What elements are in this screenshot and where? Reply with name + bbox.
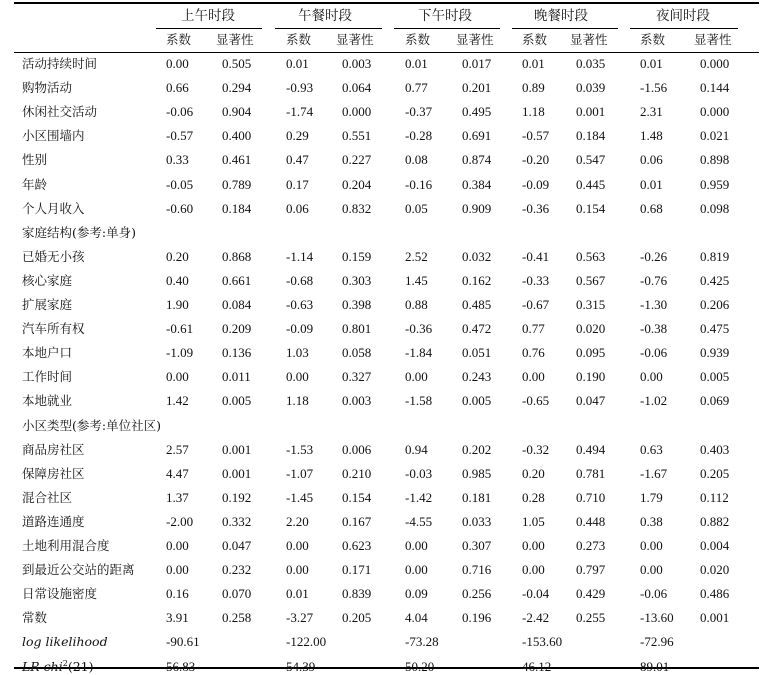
sig-cell: 0.232: [222, 562, 252, 578]
row-label: 商品房社区: [22, 441, 85, 457]
coef-cell: -0.76: [640, 272, 668, 288]
sig-cell: 0.661: [222, 272, 252, 288]
sig-cell: 0.801: [342, 321, 372, 337]
sig-cell: 0.047: [576, 393, 606, 409]
coef-cell: 0.17: [286, 176, 309, 192]
coef-cell: -0.03: [405, 465, 433, 481]
row-label: 年龄: [22, 176, 48, 192]
coef-header: 系数: [286, 32, 312, 47]
coef-cell: 4.04: [405, 610, 428, 626]
sig-header: 显著性: [216, 32, 254, 47]
coef-cell: 0.63: [640, 441, 663, 457]
sig-cell: 0.789: [222, 176, 252, 192]
coef-cell: -2.42: [522, 610, 550, 626]
sig-cell: 0.400: [222, 128, 252, 144]
sig-cell: 0.070: [222, 586, 252, 602]
coef-cell: 0.68: [640, 200, 663, 216]
sig-cell: 0.011: [222, 369, 251, 385]
coef-cell: -0.60: [166, 200, 194, 216]
coef-cell: 0.00: [640, 369, 663, 385]
row-label: 保障房社区: [22, 465, 85, 481]
sig-cell: 0.004: [700, 538, 730, 553]
coef-cell: 0.33: [166, 152, 189, 168]
coef-cell: -73.28: [405, 634, 439, 650]
coef-header: 系数: [522, 32, 548, 47]
coef-cell: 46.12: [522, 658, 552, 674]
coef-cell: -0.41: [522, 248, 550, 264]
coef-cell: 0.77: [522, 321, 545, 337]
coef-cell: -0.61: [166, 321, 194, 337]
sig-cell: 0.035: [576, 56, 606, 71]
sig-cell: 0.154: [342, 489, 372, 505]
coef-cell: 1.18: [522, 104, 545, 120]
row-label: 日常设施密度: [22, 586, 98, 602]
coef-cell: 0.77: [405, 80, 428, 96]
coef-cell: -0.06: [640, 586, 668, 602]
sig-cell: 0.939: [700, 345, 730, 361]
sig-cell: 0.547: [576, 152, 606, 168]
header-rule: [14, 52, 759, 53]
row-label: 汽车所有权: [22, 321, 85, 337]
sig-cell: 0.205: [700, 465, 730, 481]
sig-cell: 0.691: [462, 128, 492, 144]
coef-cell: 1.37: [166, 489, 189, 505]
period-underline: [156, 28, 262, 29]
sig-cell: 0.202: [462, 441, 492, 457]
coef-cell: 0.08: [405, 152, 428, 168]
sig-cell: 0.000: [700, 56, 730, 71]
sig-cell: 0.563: [576, 248, 606, 264]
coef-cell: -90.61: [166, 634, 200, 650]
period-header: 午餐时段: [298, 8, 352, 24]
coef-cell: 0.00: [286, 538, 309, 553]
row-label-tail: (21): [67, 658, 94, 674]
sig-cell: 0.307: [462, 538, 492, 553]
coef-cell: 1.48: [640, 128, 663, 144]
coef-cell: 1.42: [166, 393, 189, 409]
coef-cell: -0.09: [522, 176, 550, 192]
coef-cell: 0.00: [166, 538, 189, 553]
row-label: 核心家庭: [22, 272, 73, 288]
coef-cell: 0.00: [286, 562, 309, 578]
coef-cell: -0.37: [405, 104, 433, 120]
sig-cell: 0.159: [342, 248, 372, 264]
sig-cell: 0.243: [462, 369, 492, 385]
coef-cell: 0.00: [405, 538, 428, 553]
coef-cell: -122.00: [286, 634, 327, 650]
coef-cell: 0.01: [640, 176, 663, 192]
sig-cell: 0.069: [700, 393, 730, 409]
sig-cell: 0.797: [576, 562, 606, 578]
coef-cell: 56.83: [166, 658, 196, 674]
coef-cell: -1.42: [405, 489, 433, 505]
sig-cell: 0.084: [222, 297, 252, 312]
sig-cell: 0.190: [576, 369, 606, 385]
coef-cell: 2.20: [286, 513, 309, 529]
row-label: 小区类型(参考:单位社区): [22, 417, 161, 433]
sig-cell: 0.710: [576, 489, 606, 505]
sig-cell: 0.005: [462, 393, 492, 409]
coef-cell: -1.09: [166, 345, 194, 361]
coef-cell: -0.06: [640, 345, 668, 361]
coef-cell: -0.67: [522, 297, 550, 312]
row-label: 到最近公交站的距离: [22, 562, 135, 578]
coef-cell: 0.00: [286, 369, 309, 385]
coef-cell: -72.96: [640, 634, 674, 650]
coef-cell: 2.57: [166, 441, 189, 457]
coef-cell: -0.16: [405, 176, 433, 192]
sig-cell: 0.475: [700, 321, 730, 337]
row-label: 本地户口: [22, 345, 73, 361]
sig-cell: 0.494: [576, 441, 606, 457]
sig-cell: 0.204: [342, 176, 372, 192]
sig-cell: 0.303: [342, 272, 372, 288]
coef-cell: 0.05: [405, 200, 428, 216]
coef-cell: -0.33: [522, 272, 550, 288]
coef-cell: 0.29: [286, 128, 309, 144]
coef-cell: 0.16: [166, 586, 189, 602]
coef-cell: -0.57: [166, 128, 194, 144]
sig-cell: 0.167: [342, 513, 372, 529]
coef-cell: 0.09: [405, 586, 428, 602]
sig-cell: 0.332: [222, 513, 252, 529]
coef-header: 系数: [405, 32, 431, 47]
sig-cell: 0.472: [462, 321, 492, 337]
sig-cell: 0.623: [342, 538, 372, 553]
coef-cell: -3.27: [286, 610, 314, 626]
coef-cell: -1.02: [640, 393, 668, 409]
coef-cell: -0.26: [640, 248, 668, 264]
coef-cell: 0.01: [405, 56, 428, 71]
row-label: 道路连通度: [22, 513, 85, 529]
coef-cell: -0.93: [286, 80, 314, 96]
sig-cell: 0.781: [576, 465, 606, 481]
coef-cell: 4.47: [166, 465, 189, 481]
sig-cell: 0.315: [576, 297, 606, 312]
coef-cell: -0.09: [286, 321, 314, 337]
sig-cell: 0.017: [462, 56, 492, 71]
sig-cell: 0.003: [342, 56, 372, 71]
sig-cell: 0.398: [342, 297, 372, 312]
sig-cell: 0.273: [576, 538, 606, 553]
coef-cell: 0.00: [522, 369, 545, 385]
coef-cell: 0.00: [640, 538, 663, 553]
sig-header: 显著性: [570, 32, 608, 47]
coef-cell: 0.20: [522, 465, 545, 481]
top-rule: [14, 2, 759, 4]
coef-cell: -2.00: [166, 513, 194, 529]
coef-header: 系数: [166, 32, 192, 47]
sig-cell: 0.005: [700, 369, 730, 385]
row-label: 本地就业: [22, 393, 73, 409]
sig-cell: 0.184: [576, 128, 606, 144]
coef-cell: -1.53: [286, 441, 314, 457]
coef-cell: -13.60: [640, 610, 674, 626]
coef-cell: 0.01: [286, 56, 309, 71]
coef-cell: 0.00: [640, 562, 663, 578]
row-label: 工作时间: [22, 369, 73, 385]
sig-cell: 0.032: [462, 248, 492, 264]
coef-cell: 0.00: [522, 562, 545, 578]
coef-cell: 0.40: [166, 272, 189, 288]
coef-cell: 50.20: [405, 658, 435, 674]
row-label-base: LR chi: [22, 658, 63, 674]
sig-cell: 0.327: [342, 369, 372, 385]
coef-cell: 0.01: [640, 56, 663, 71]
sig-cell: 0.047: [222, 538, 252, 553]
coef-cell: -0.38: [640, 321, 668, 337]
coef-cell: 0.00: [166, 369, 189, 385]
coef-cell: -153.60: [522, 634, 563, 650]
sig-cell: 0.095: [576, 345, 606, 361]
row-label: 购物活动: [22, 80, 73, 96]
sig-cell: 0.033: [462, 513, 492, 529]
coef-cell: -0.32: [522, 441, 550, 457]
sig-cell: 0.448: [576, 513, 606, 529]
row-label: 土地利用混合度: [22, 538, 110, 553]
coef-cell: -0.63: [286, 297, 314, 312]
coef-header: 系数: [640, 32, 666, 47]
coef-cell: 1.90: [166, 297, 189, 312]
sig-cell: 0.001: [576, 104, 606, 120]
coef-cell: 1.18: [286, 393, 309, 409]
sig-cell: 0.959: [700, 176, 730, 192]
coef-cell: 1.03: [286, 345, 309, 361]
row-label: 家庭结构(参考:单身): [22, 224, 136, 240]
sig-cell: 0.294: [222, 80, 252, 96]
row-label-sup: 2: [62, 658, 68, 668]
sig-cell: 0.000: [700, 104, 730, 120]
sig-cell: 0.403: [700, 441, 730, 457]
sig-cell: 0.196: [462, 610, 492, 626]
sig-cell: 0.098: [700, 200, 730, 216]
coef-cell: 2.31: [640, 104, 663, 120]
sig-cell: 0.184: [222, 200, 252, 216]
coef-cell: -0.06: [166, 104, 194, 120]
sig-cell: 0.227: [342, 152, 372, 168]
coef-cell: 89.01: [640, 658, 670, 674]
coef-cell: 0.00: [405, 562, 428, 578]
sig-cell: 0.716: [462, 562, 492, 578]
sig-cell: 0.445: [576, 176, 606, 192]
sig-header: 显著性: [694, 32, 732, 47]
coef-cell: -1.30: [640, 297, 668, 312]
coef-cell: -1.45: [286, 489, 314, 505]
coef-cell: 0.47: [286, 152, 309, 168]
coef-cell: 1.05: [522, 513, 545, 529]
sig-cell: 0.112: [700, 489, 729, 505]
coef-cell: 1.45: [405, 272, 428, 288]
sig-cell: 0.039: [576, 80, 606, 96]
row-label: 活动持续时间: [22, 56, 98, 71]
row-label: 性别: [22, 152, 48, 168]
sig-cell: 0.256: [462, 586, 492, 602]
coef-cell: -1.58: [405, 393, 433, 409]
period-underline: [275, 28, 382, 29]
sig-cell: 0.000: [342, 104, 372, 120]
sig-cell: 0.001: [222, 441, 252, 457]
sig-cell: 0.904: [222, 104, 252, 120]
sig-cell: 0.461: [222, 152, 252, 168]
sig-cell: 0.001: [222, 465, 252, 481]
sig-cell: 0.258: [222, 610, 252, 626]
sig-cell: 0.495: [462, 104, 492, 120]
coef-cell: 0.00: [522, 538, 545, 553]
coef-cell: 0.01: [522, 56, 545, 71]
coef-cell: -0.04: [522, 586, 550, 602]
sig-cell: 0.020: [700, 562, 730, 578]
coef-cell: 0.28: [522, 489, 545, 505]
sig-cell: 0.909: [462, 200, 492, 216]
coef-cell: 0.00: [166, 56, 189, 71]
coef-cell: -0.68: [286, 272, 314, 288]
sig-cell: 0.839: [342, 586, 372, 602]
period-header: 下午时段: [418, 8, 472, 24]
coef-cell: -0.36: [522, 200, 550, 216]
sig-cell: 0.209: [222, 321, 252, 337]
coef-cell: -0.65: [522, 393, 550, 409]
coef-cell: -1.56: [640, 80, 668, 96]
period-underline: [630, 28, 738, 29]
sig-cell: 0.005: [222, 393, 252, 409]
coef-cell: 0.38: [640, 513, 663, 529]
sig-cell: 0.832: [342, 200, 372, 216]
sig-cell: 0.898: [700, 152, 730, 168]
sig-cell: 0.162: [462, 272, 492, 288]
sig-cell: 0.425: [700, 272, 730, 288]
coef-cell: -1.84: [405, 345, 433, 361]
sig-cell: 0.882: [700, 513, 730, 529]
sig-cell: 0.874: [462, 152, 492, 168]
sig-cell: 0.171: [342, 562, 372, 578]
sig-cell: 0.021: [700, 128, 730, 144]
sig-cell: 0.255: [576, 610, 606, 626]
coef-cell: 0.00: [166, 562, 189, 578]
sig-cell: 0.192: [222, 489, 252, 505]
coef-cell: -0.28: [405, 128, 433, 144]
sig-cell: 0.205: [342, 610, 372, 626]
sig-header: 显著性: [456, 32, 494, 47]
sig-cell: 0.064: [342, 80, 372, 96]
coef-cell: 0.01: [286, 586, 309, 602]
sig-cell: 0.020: [576, 321, 606, 337]
sig-cell: 0.384: [462, 176, 492, 192]
sig-cell: 0.201: [462, 80, 492, 96]
sig-cell: 0.567: [576, 272, 606, 288]
sig-cell: 0.154: [576, 200, 606, 216]
sig-cell: 0.485: [462, 297, 492, 312]
coef-cell: 1.79: [640, 489, 663, 505]
period-header: 晚餐时段: [534, 8, 588, 24]
row-label: 小区围墙内: [22, 128, 85, 144]
coef-cell: -1.67: [640, 465, 668, 481]
coef-cell: -0.20: [522, 152, 550, 168]
coef-cell: 0.20: [166, 248, 189, 264]
sig-cell: 0.985: [462, 465, 492, 481]
sig-cell: 0.001: [700, 610, 730, 626]
row-label: 休闲社交活动: [22, 104, 98, 120]
row-label: 扩展家庭: [22, 297, 73, 312]
coef-cell: 54.39: [286, 658, 316, 674]
row-label: 个人月收入: [22, 200, 85, 216]
period-underline: [512, 28, 618, 29]
row-label: log likelihood: [22, 634, 108, 650]
coef-cell: -1.74: [286, 104, 314, 120]
sig-cell: 0.206: [700, 297, 730, 312]
coef-cell: 0.89: [522, 80, 545, 96]
coef-cell: 2.52: [405, 248, 428, 264]
coef-cell: 0.00: [405, 369, 428, 385]
sig-cell: 0.505: [222, 56, 252, 71]
sig-cell: 0.429: [576, 586, 606, 602]
period-header: 上午时段: [181, 8, 235, 24]
sig-cell: 0.551: [342, 128, 372, 144]
sig-cell: 0.136: [222, 345, 252, 361]
sig-cell: 0.210: [342, 465, 372, 481]
period-header: 夜间时段: [656, 8, 710, 24]
sig-cell: 0.181: [462, 489, 492, 505]
row-label: [22, 659, 94, 675]
sig-cell: 0.058: [342, 345, 372, 361]
coef-cell: -0.05: [166, 176, 194, 192]
period-underline: [394, 28, 500, 29]
coef-cell: -0.57: [522, 128, 550, 144]
coef-cell: 0.66: [166, 80, 189, 96]
sig-cell: 0.006: [342, 441, 372, 457]
coef-cell: 0.06: [286, 200, 309, 216]
coef-cell: 0.06: [640, 152, 663, 168]
coef-cell: 0.88: [405, 297, 428, 312]
coef-cell: 0.76: [522, 345, 545, 361]
sig-cell: 0.486: [700, 586, 730, 602]
sig-cell: 0.051: [462, 345, 492, 361]
sig-cell: 0.819: [700, 248, 730, 264]
coef-cell: -0.36: [405, 321, 433, 337]
sig-header: 显著性: [336, 32, 374, 47]
coef-cell: 0.94: [405, 441, 428, 457]
row-label: 混合社区: [22, 489, 73, 505]
coef-cell: -1.14: [286, 248, 314, 264]
coef-cell: -4.55: [405, 513, 433, 529]
coef-cell: -1.07: [286, 465, 314, 481]
sig-cell: 0.144: [700, 80, 730, 96]
sig-cell: 0.003: [342, 393, 372, 409]
coef-cell: 3.91: [166, 610, 189, 626]
row-label: 已婚无小孩: [22, 248, 85, 264]
row-label: 常数: [22, 610, 48, 626]
sig-cell: 0.868: [222, 248, 252, 264]
